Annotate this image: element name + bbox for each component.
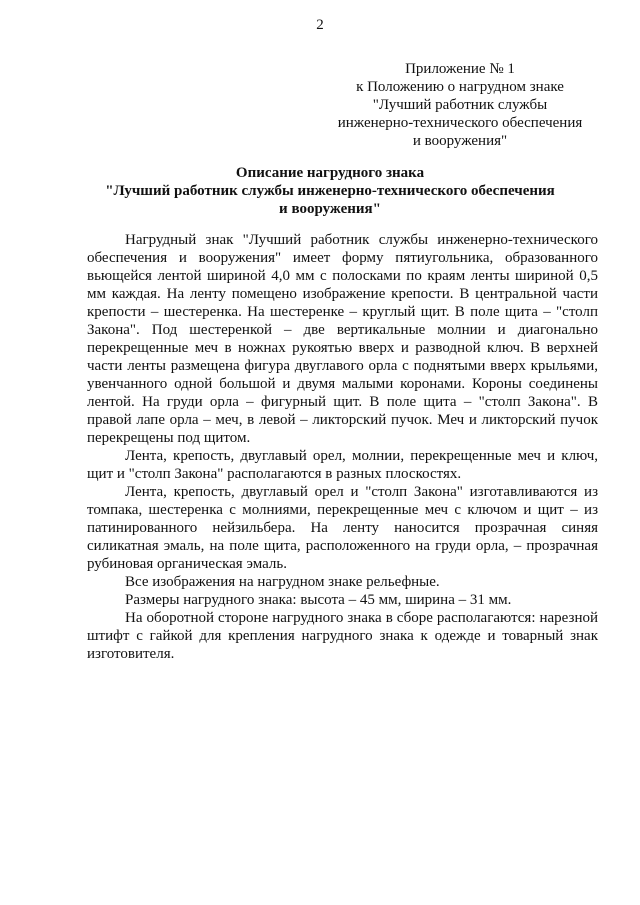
appendix-line: и вооружения" [412,133,508,149]
document-body [87,231,598,663]
body-paragraph: На оборотной стороне нагрудного знака в сборе располагаются: нарезной штифт с гайкой для крепления нагрудного знака к одежде и товарный знак изготовителя. [87,610,598,662]
appendix-header [300,60,620,150]
body-paragraph: Лента, крепость, двуглавый орел, молнии, перекрещенные меч и ключ, щит и "столп Закона" располагаются в разных плоскостях. [87,448,598,482]
title-line: и вооружения" [279,201,381,217]
appendix-line: инженерно-технического обеспечения [337,115,583,131]
body-paragraph: Нагрудный знак "Лучший работник службы инженерно-технического обеспечения и вооружения" имеет форму пятиугольника, образованного вьющейся лентой шириной 4,0 мм с полосками по краям ленты шириной 0,5 мм каждая. На ленту помещено изображение крепости. В центральной части крепости – шестеренка. На шестеренке – круглый щит. В поле щита – "столп Закона". Под шестеренкой – две вертикальные молнии и диагонально перекрещенные меч в ножнах рукоятью вверх и разводной ключ. В верхней части ленты размещена фигура двуглавого орла с поднятыми вверх крыльями, увенчанного одной большой и двумя малыми коронами. Короны соединены лентой. На груди орла – фигурный щит. В поле щита – "столп Закона". В правой лапе орла – меч, в левой – ликторский пучок. Меч и ликторский пучок перекрещены под щитом. [87,232,598,446]
body-paragraph: Размеры нагрудного знака: высота – 45 мм, ширина – 31 мм. [125,592,512,608]
page-number: 2 [316,17,324,33]
title-line: "Лучший работник службы инженерно-технического обеспечения [105,183,555,199]
document-title [40,164,620,218]
appendix-line: Приложение № 1 [405,61,515,77]
body-paragraph: Лента, крепость, двуглавый орел и "столп Закона" изготавливаются из томпака, шестеренка с молниями, перекрещенные меч с ключом и щит – из патинированного нейзильбера. На ленту наносится прозрачная синяя силикатная эмаль, на поле щита, расположенного на груди орла, – прозрачная рубиновая органическая эмаль. [87,484,598,572]
appendix-line: "Лучший работник службы [372,97,548,113]
body-paragraph: Все изображения на нагрудном знаке рельефные. [125,574,440,590]
title-line: Описание нагрудного знака [235,165,425,181]
appendix-line: к Положению о нагрудном знаке [356,79,564,95]
